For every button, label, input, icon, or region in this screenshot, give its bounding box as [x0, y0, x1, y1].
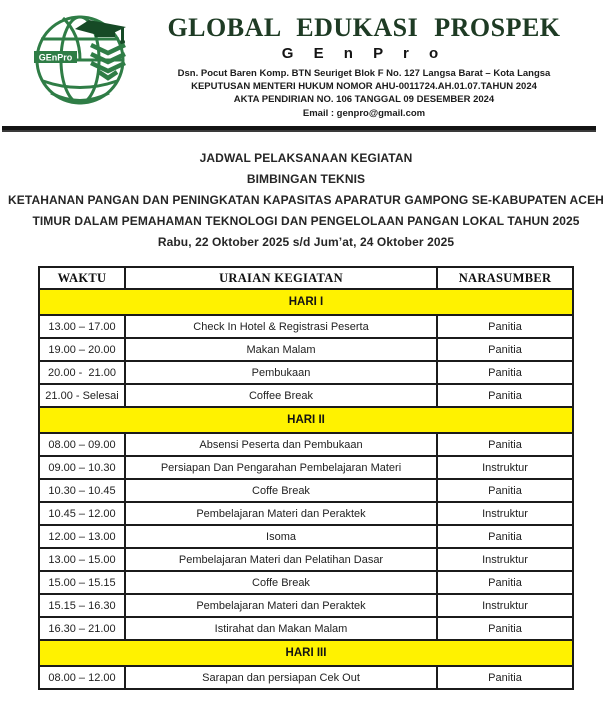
org-logo	[32, 8, 134, 108]
section-row	[39, 407, 573, 433]
uraian-cell: Istirahat dan Makan Malam	[125, 617, 437, 640]
narasumber-cell: Panitia	[437, 525, 573, 548]
logo-text: GEnPro	[38, 52, 73, 63]
waktu-cell: 13.00 – 17.00	[39, 315, 125, 338]
table-row	[39, 456, 573, 479]
address-block	[134, 67, 594, 121]
table-row	[39, 479, 573, 502]
narasumber-cell: Panitia	[437, 617, 573, 640]
address-line-3: AKTA PENDIRIAN NO. 106 TANGGAL 09 DESEMBER 2024	[233, 94, 495, 106]
waktu-cell: 10.30 – 10.45	[39, 479, 125, 502]
narasumber-cell: Panitia	[437, 384, 573, 407]
uraian-cell: Isoma	[125, 525, 437, 548]
address-line-2: KEPUTUSAN MENTERI HUKUM NOMOR AHU-0011724.AH.01.07.TAHUN 2024	[191, 81, 537, 92]
uraian-cell: Coffee Break	[125, 384, 437, 407]
waktu-cell: 15.15 – 16.30	[39, 594, 125, 617]
section-label: HARI III	[39, 640, 573, 666]
schedule-table	[38, 266, 574, 690]
narasumber-cell: Instruktur	[437, 456, 573, 479]
title-block	[0, 148, 612, 253]
title-line-1: JADWAL PELAKSANAAN KEGIATAN	[199, 151, 413, 166]
schedule-body	[39, 289, 573, 689]
title-line-5: Rabu, 22 Oktober 2025 s/d Jum’at, 24 Oktober 2025	[157, 235, 455, 250]
table-row	[39, 617, 573, 640]
title-line-3: KETAHANAN PANGAN DAN PENINGKATAN KAPASITAS APARATUR GAMPONG SE-KABUPATEN ACEH	[8, 193, 604, 208]
uraian-cell: Pembukaan	[125, 361, 437, 384]
uraian-cell: Pembelajaran Materi dan Peraktek	[125, 502, 437, 525]
waktu-cell: 21.00 - Selesai	[39, 384, 125, 407]
org-abbr: G E n P r o	[281, 44, 447, 62]
uraian-cell: Coffe Break	[125, 479, 437, 502]
table-row	[39, 315, 573, 338]
globe-graduation-icon	[32, 8, 134, 108]
table-row	[39, 384, 573, 407]
uraian-cell: Check In Hotel & Registrasi Peserta	[125, 315, 437, 338]
narasumber-cell: Panitia	[437, 479, 573, 502]
org-name: GLOBAL EDUKASI PROSPEK	[167, 13, 561, 42]
address-line-1: Dsn. Pocut Baren Komp. BTN Seuriget Blok F No. 127 Langsa Barat – Kota Langsa	[177, 67, 551, 79]
section-row	[39, 289, 573, 315]
title-line-2: BIMBINGAN TEKNIS	[246, 172, 366, 187]
narasumber-cell: Instruktur	[437, 548, 573, 571]
waktu-cell: 19.00 – 20.00	[39, 338, 125, 361]
uraian-cell: Pembelajaran Materi dan Pelatihan Dasar	[125, 548, 437, 571]
narasumber-cell: Panitia	[437, 571, 573, 594]
waktu-cell: 08.00 – 09.00	[39, 433, 125, 456]
section-row	[39, 640, 573, 666]
column-header: NARASUMBER	[437, 267, 573, 289]
waktu-cell: 20.00 - 21.00	[39, 361, 125, 384]
uraian-cell: Absensi Peserta dan Pembukaan	[125, 433, 437, 456]
table-row	[39, 594, 573, 617]
letterhead	[0, 0, 612, 120]
waktu-cell: 13.00 – 15.00	[39, 548, 125, 571]
table-row	[39, 361, 573, 384]
table-row	[39, 548, 573, 571]
table-row	[39, 433, 573, 456]
letterhead-text	[134, 8, 594, 120]
narasumber-cell: Panitia	[437, 666, 573, 689]
table-row	[39, 571, 573, 594]
letterhead-divider	[2, 126, 596, 132]
section-label: HARI I	[39, 289, 573, 315]
table-row	[39, 525, 573, 548]
narasumber-cell: Instruktur	[437, 594, 573, 617]
waktu-cell: 09.00 – 10.30	[39, 456, 125, 479]
section-label: HARI II	[39, 407, 573, 433]
waktu-cell: 12.00 – 13.00	[39, 525, 125, 548]
narasumber-cell: Instruktur	[437, 502, 573, 525]
uraian-cell: Pembelajaran Materi dan Peraktek	[125, 594, 437, 617]
schedule-header-row	[39, 267, 573, 289]
uraian-cell: Sarapan dan persiapan Cek Out	[125, 666, 437, 689]
uraian-cell: Coffe Break	[125, 571, 437, 594]
narasumber-cell: Panitia	[437, 361, 573, 384]
title-line-4: TIMUR DALAM PEMAHAMAN TEKNOLOGI DAN PENGELOLAAN PANGAN LOKAL TAHUN 2025	[32, 214, 580, 229]
column-header: WAKTU	[39, 267, 125, 289]
waktu-cell: 15.00 – 15.15	[39, 571, 125, 594]
narasumber-cell: Panitia	[437, 338, 573, 361]
column-header: URAIAN KEGIATAN	[125, 267, 437, 289]
narasumber-cell: Panitia	[437, 433, 573, 456]
table-row	[39, 502, 573, 525]
email-line: Email : genpro@gmail.com	[302, 107, 426, 119]
uraian-cell: Makan Malam	[125, 338, 437, 361]
waktu-cell: 08.00 – 12.00	[39, 666, 125, 689]
waktu-cell: 10.45 – 12.00	[39, 502, 125, 525]
uraian-cell: Persiapan Dan Pengarahan Pembelajaran Materi	[125, 456, 437, 479]
waktu-cell: 16.30 – 21.00	[39, 617, 125, 640]
table-row	[39, 338, 573, 361]
narasumber-cell: Panitia	[437, 315, 573, 338]
table-row	[39, 666, 573, 689]
